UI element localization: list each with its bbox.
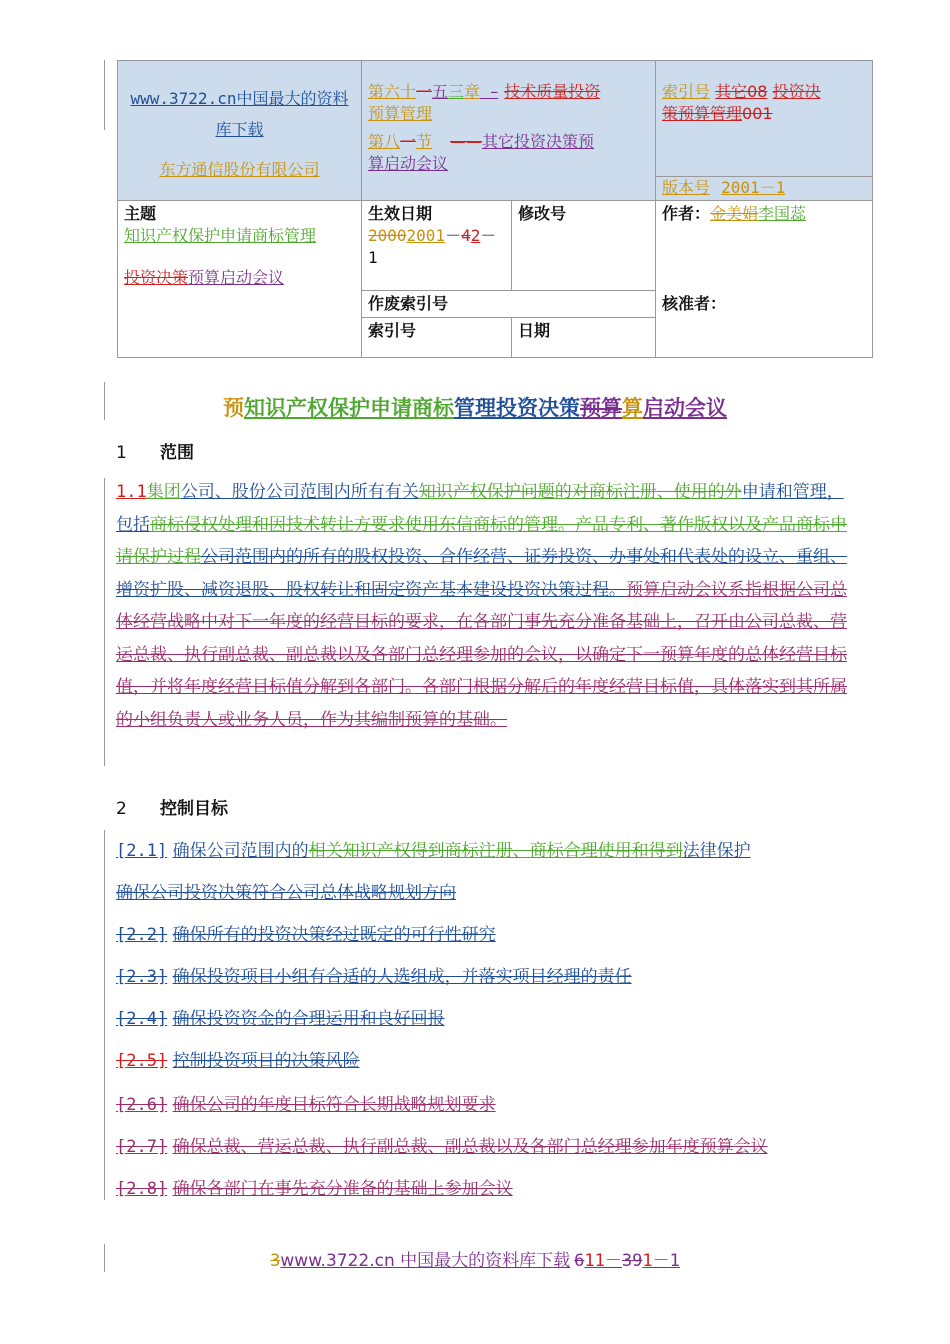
footer-text: 11: [584, 1251, 605, 1271]
objective-text: 确保所有的投资决策经过既定的可行性研究: [172, 925, 496, 945]
objective-item: [116, 836, 751, 861]
change-bar: [104, 830, 105, 1200]
chapter-text: 三: [448, 82, 465, 101]
author-cell: [656, 201, 873, 358]
footer-text: 3: [270, 1251, 281, 1271]
section-label: 范围: [160, 443, 194, 463]
title-text: 预算: [580, 396, 622, 420]
effective-date-value: 4: [461, 226, 471, 245]
objective-number: [2.5]: [116, 1051, 168, 1071]
objective-item: [116, 878, 456, 903]
subject-label: 主题: [124, 204, 157, 223]
paragraph-text: 申请和管理，包括: [116, 482, 844, 535]
chapter-text: 章: [464, 82, 481, 101]
index-value: 001: [742, 104, 773, 123]
header-table: [117, 60, 873, 358]
title-text: 知识产权保护申请商标: [244, 396, 454, 420]
footer-text: 39: [621, 1251, 643, 1271]
footer-text: 6: [574, 1251, 585, 1271]
index-value: 投资决: [772, 82, 821, 101]
objective-item: [116, 962, 632, 987]
objective-number: [2.6]: [116, 1095, 168, 1115]
version-label: 版本号: [662, 178, 711, 197]
effective-date-cell: [362, 201, 512, 291]
chapter-text: 五: [432, 82, 449, 101]
objective-text: 法律保护: [682, 841, 751, 861]
date-label: 日期: [518, 321, 551, 340]
effective-date-value: 1: [368, 248, 378, 267]
section-text: 第八: [368, 132, 401, 151]
index-cell: [656, 61, 873, 201]
section-text: 算启动会议: [368, 154, 449, 173]
objective-item: [116, 1132, 768, 1157]
objective-number: [2.1]: [116, 841, 168, 861]
paragraph-text: 公司范围内的所有的股权投资、合作经营、证券投资、办事处和代表处的设立、重组、增资扩股、减资退股、股权转让和固定资产基本建设投资决策过程。: [116, 547, 847, 600]
objective-number: [2.4]: [116, 1009, 168, 1029]
objective-number: [2.2]: [116, 925, 168, 945]
index-value: 其它08: [715, 82, 768, 101]
chapter-text: 一: [416, 82, 433, 101]
chapter-cell: [362, 61, 656, 201]
obsolete-index-label: 作废索引号: [368, 294, 449, 313]
objective-text: 控制投资项目的决策风险: [172, 1051, 360, 1071]
scope-paragraph: [116, 476, 851, 736]
index2-label: 索引号: [368, 321, 417, 340]
section-heading-control-objectives: [116, 794, 228, 819]
section-number: 2: [116, 799, 127, 819]
title-text: 算: [622, 396, 643, 420]
chapter-text: 技术质量投资: [504, 82, 601, 101]
section-heading-scope: [116, 438, 194, 463]
section-text: ——: [450, 132, 483, 151]
page-footer: [0, 1246, 950, 1271]
paragraph-text: 商标侵权处理和因技术转让方要求使用东信商标的管理。产品专利、著作版权以及产品商标申请保护过程: [116, 514, 847, 567]
index2-cell: [362, 318, 512, 358]
author-label: 作者：: [662, 204, 711, 223]
effective-date-label: 生效日期: [368, 204, 433, 223]
paragraph-text: 集团: [146, 482, 181, 502]
objective-number: [2.8]: [116, 1179, 168, 1199]
revision-cell: [512, 201, 656, 291]
website-suffix: 中国最大的资料库下载: [215, 88, 349, 139]
objective-number: [2.3]: [116, 967, 168, 987]
subject-cell: [118, 201, 362, 358]
chapter-text: 预算管理: [368, 104, 433, 123]
title-text: 投资决策: [496, 396, 580, 420]
section-text: 一: [400, 132, 417, 151]
date-cell: [512, 318, 656, 358]
objective-text: 确保公司范围内的: [172, 841, 309, 861]
effective-date-value: 2: [470, 226, 481, 245]
company-name: 东方通信股份有限公司: [159, 159, 320, 179]
section-number: 1: [116, 443, 127, 463]
objective-number: [2.7]: [116, 1137, 168, 1157]
subject-text: 投资决策: [124, 268, 189, 287]
title-text: 启动会议: [643, 396, 727, 420]
website-link[interactable]: www.3722.cn: [130, 88, 237, 108]
paragraph-text: 公司、股份公司范围内所有有关: [180, 482, 419, 502]
paragraph-number: 1.1: [116, 482, 147, 502]
index-value: 策预算管理: [662, 104, 743, 123]
objective-text: 确保投资项目小组有合适的人选组成，并落实项目经理的责任: [172, 967, 632, 987]
title-text: 预: [223, 396, 244, 420]
approver-label: 核准者：: [662, 294, 727, 313]
footer-link[interactable]: www.3722.cn 中国最大的资料库下载: [280, 1251, 571, 1271]
version-value: 2001－1: [721, 178, 786, 197]
subject-text: 预算启动会议: [188, 268, 285, 287]
chapter-text: 第六十: [368, 82, 417, 101]
footer-text: －: [604, 1251, 622, 1271]
title-text: 管理: [454, 396, 496, 420]
effective-date-value: 2001: [406, 226, 446, 245]
objective-item: [116, 1004, 445, 1029]
objective-text: 确保公司的年度目标符合长期战略规划要求: [172, 1095, 496, 1115]
effective-date-value: －: [480, 226, 497, 245]
objective-item: [116, 1090, 496, 1115]
objective-text: 确保各部门在事先充分准备的基础上参加会议: [172, 1179, 513, 1199]
document-title: [0, 392, 950, 422]
paragraph-text: 知识产权保护问题的对商标注册、使用的外: [418, 482, 742, 502]
objective-text: 确保总裁、营运总裁、执行副总裁、副总裁以及各部门总经理参加年度预算会议: [172, 1137, 768, 1157]
subject-text: 知识产权保护申请商标管理: [124, 226, 317, 245]
author-name: 金美娟: [710, 204, 759, 223]
chapter-text: –: [480, 82, 499, 101]
index-label: 索引号: [662, 82, 711, 101]
obsolete-index-cell: [362, 291, 656, 318]
footer-text: －1: [652, 1251, 680, 1271]
objective-text: 相关知识产权得到商标注册、商标合理使用和得到: [308, 841, 683, 861]
objective-text: 确保公司投资决策符合公司总体战略规划方向: [116, 883, 456, 903]
effective-date-value: 2000: [368, 226, 407, 245]
revision-label: 修改号: [518, 204, 567, 223]
objective-item: [116, 1174, 513, 1199]
author-name: 李国蕊: [758, 204, 807, 223]
effective-date-value: －: [445, 226, 462, 245]
section-label: 控制目标: [160, 799, 228, 819]
objective-item: [116, 1046, 360, 1071]
paragraph-text: 预算启动会议系指根据公司总体经营战略中对下一年度的经营目标的要求，在各部门事先充分准备基础上，召开由公司总裁、营运总裁、执行副总裁、副总裁以及各部门总经理参加的会议，以确定下一预算年度的总体经营目标值，并将年度经营目标值分解到各部门。各部门根据分解后的年度经营目标值，具体落实到其所属的小组负责人或业务人员，作为其编制预算的基础。: [116, 579, 847, 730]
objective-text: 确保投资资金的合理运用和良好回报: [172, 1009, 445, 1029]
footer-text: 1: [642, 1251, 653, 1271]
change-bar: [104, 478, 105, 766]
section-text: 其它投资决策预: [482, 132, 595, 151]
section-text: 节: [416, 132, 433, 151]
objective-item: [116, 920, 496, 945]
website-company-cell: [118, 61, 362, 201]
change-bar: [104, 60, 105, 130]
